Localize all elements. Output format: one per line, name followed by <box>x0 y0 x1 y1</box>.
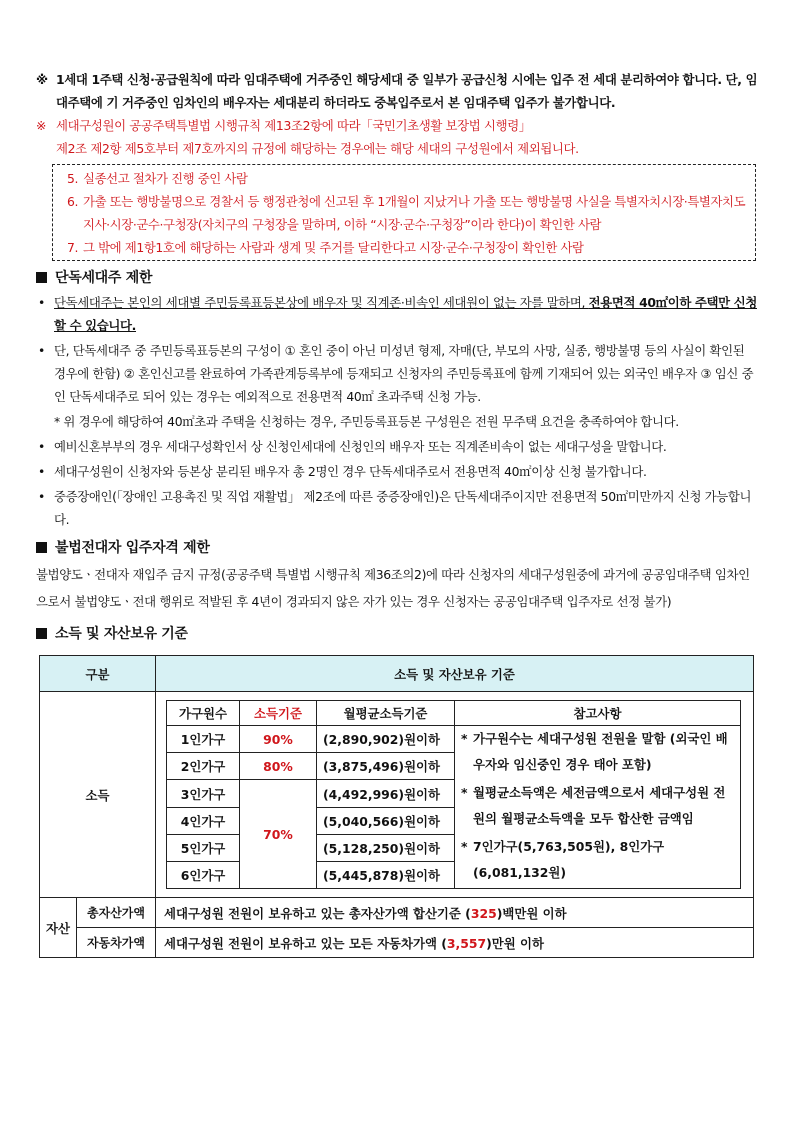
bullet-dot-icon: • <box>38 489 45 504</box>
bullet-dot-icon: • <box>38 464 45 479</box>
column-header: 구분 <box>40 656 156 692</box>
column-header: 소득 및 자산보유 기준 <box>156 656 754 692</box>
list-item <box>67 236 755 259</box>
total-asset-criteria <box>156 898 754 928</box>
bullet-dot-icon: • <box>38 343 45 358</box>
criteria-text: 세대구성원 전원이 보유하고 있는 모든 자동차가액 ( <box>164 935 447 951</box>
asterisk-icon: * <box>461 839 468 854</box>
criteria-text: )만원 이하 <box>486 935 544 951</box>
criteria-value: 325 <box>470 905 497 921</box>
reference-notes <box>455 726 741 889</box>
page <box>36 68 758 958</box>
item-number: 7. <box>67 240 79 255</box>
bullet-text: 단, 단독세대주 중 주민등록표등본의 구성이 ① 혼인 중이 아닌 미성년 형제, 자매(단, 부모의 사망, 실종, 행방불명 등의 사실이 확인된 경우에 한함) ② 혼인신고를 완료하여 가족관계등록부에 등재되고 신청자의 주민등록표에 함께 기재되어 있는 외국인 배우자 ③ 임신 중인 단독세대주로 되어 있는 경우는 예외적으로 전용면적 40㎡ 초과주택 신청 가능. <box>54 343 754 404</box>
note-text: 1세대 1주택 신청·공급원칙에 따라 임대주택에 거주중인 해당세대 중 일부가 공급신청 시에는 입주 전 세대 분리하여야 합니다. 단, 임대주택에 기 거주중인 임차인의 배우자는 세대분리 하더라도 중복입주로서 본 임대주택 입주가 불가합니다. <box>56 72 758 110</box>
illegal-sublet-paragraph: 불법양도ㆍ전대자 재입주 금지 규정(공공주택 특별법 시행규칙 제36조의2)에 따라 신청자의 세대구성원중에 과거에 공공임대주택 임차인으로서 불법양도ㆍ전대 행위로 적발된 후 4년이 경과되지 않은 자가 있는 경우 신청자는 공공임대주택 입주자로 선정 불가) <box>36 567 750 609</box>
reference-note <box>461 834 734 886</box>
square-bullet-icon <box>36 272 47 283</box>
item-text: 실종선고 절차가 진행 중인 사람 <box>83 171 248 186</box>
income-percent: 70% <box>240 780 317 889</box>
note-household-separation <box>36 68 758 114</box>
income-amount: (2,890,902)원이하 <box>317 726 455 753</box>
income-asset-table <box>39 655 754 958</box>
reference-note <box>461 780 734 832</box>
criteria-text: )백만원 이하 <box>496 905 567 921</box>
bullet-subnote: * 위 경우에 해당하여 40㎡초과 주택을 신청하는 경우, 주민등록표등본 구성원은 전원 무주택 요건을 충족하여야 합니다. <box>54 414 679 429</box>
bullet-bold-text: 전용면적 40㎡이하 주택만 신청할 수 있습니다. <box>54 295 757 333</box>
item-text: 가출 또는 행방불명으로 경찰서 등 행정관청에 신고된 후 1개월이 지났거나 가출 또는 행방불명 사실을 특별자치시장·특별자치도지사·시장·군수·구청장(자치구의 구청장을 말하며, 이하 “시장·군수·구청장”이라 한다)이 확인한 사람 <box>83 194 746 232</box>
household-size: 2인가구 <box>167 753 240 780</box>
square-bullet-icon <box>36 542 47 553</box>
excluded-cases-box <box>52 164 756 261</box>
bullet-item <box>36 460 758 483</box>
household-size: 3인가구 <box>167 780 240 808</box>
row-label-income: 소득 <box>40 692 156 898</box>
square-bullet-icon <box>36 628 47 639</box>
bullet-item <box>36 291 758 337</box>
row-label-car-value: 자동차가액 <box>77 928 156 958</box>
inner-header: 참고사항 <box>455 701 741 726</box>
household-size: 4인가구 <box>167 808 240 835</box>
income-percent: 80% <box>240 753 317 780</box>
bullet-item <box>36 485 758 531</box>
inner-header: 가구원수 <box>167 701 240 726</box>
list-item <box>67 167 755 190</box>
list-item <box>67 190 755 236</box>
bullet-item <box>36 435 758 458</box>
reference-note <box>461 726 734 778</box>
household-size: 1인가구 <box>167 726 240 753</box>
note-line: 세대구성원이 공공주택특별법 시행규칙 제13조2항에 따라「국민기초생활 보장법 시행령」 <box>56 118 531 133</box>
table-row <box>167 726 741 753</box>
bullet-item <box>36 339 758 408</box>
note-excluded-members <box>36 114 758 160</box>
bullet-text: 예비신혼부부의 경우 세대구성확인서 상 신청인세대에 신청인의 배우자 또는 직계존비속이 없는 세대구성을 말합니다. <box>54 439 667 454</box>
item-text: 그 밖에 제1항1호에 해당하는 사람과 생계 및 주거를 달리한다고 시장·군수·구청장이 확인한 사람 <box>83 240 584 255</box>
income-amount: (5,128,250)원이하 <box>317 835 455 862</box>
section-heading-income <box>36 623 758 643</box>
heading-text: 단독세대주 제한 <box>55 270 153 286</box>
income-amount: (4,492,996)원이하 <box>317 780 455 808</box>
asterisk-icon: * <box>461 731 468 746</box>
inner-header: 월평균소득기준 <box>317 701 455 726</box>
bullet-text: 단독세대주는 본인의 세대별 주민등록표등본상에 배우자 및 직계존·비속인 세대원이 없는 자를 말하며, <box>54 295 589 310</box>
bullet-text: 세대구성원이 신청자와 등본상 분리된 배우자 총 2명인 경우 단독세대주로서 전용면적 40㎡이상 신청 불가합니다. <box>54 464 647 479</box>
reference-text: 월평균소득액은 세전금액으로서 세대구성원 전원의 월평균소득액을 모두 합산한 금액임 <box>473 785 726 826</box>
item-number: 5. <box>67 171 79 186</box>
row-label-total-asset: 총자산가액 <box>77 898 156 928</box>
note-line: 제2조 제2항 제5호부터 제7호까지의 규정에 해당하는 경우에는 해당 세대의 구성원에서 제외됩니다. <box>56 141 579 156</box>
heading-text: 소득 및 자산보유 기준 <box>55 626 188 642</box>
income-table <box>166 700 741 889</box>
note-mark: ※ <box>36 118 47 133</box>
inner-header: 소득기준 <box>240 701 317 726</box>
criteria-value: 3,557 <box>446 935 487 951</box>
bullet-text: 중증장애인(「장애인 고용촉진 및 직업 재활법」 제2조에 따른 중증장애인)은 단독세대주이지만 전용면적 50㎡미만까지 신청 가능합니다. <box>54 489 752 527</box>
income-cell <box>156 692 754 898</box>
income-percent: 90% <box>240 726 317 753</box>
income-amount: (3,875,496)원이하 <box>317 753 455 780</box>
household-size: 5인가구 <box>167 835 240 862</box>
row-label-asset: 자산 <box>40 898 77 958</box>
reference-text: 7인가구(5,763,505원), 8인가구(6,081,132원) <box>473 839 665 880</box>
section-heading-single <box>36 267 758 287</box>
household-size: 6인가구 <box>167 862 240 889</box>
criteria-text: 세대구성원 전원이 보유하고 있는 총자산가액 합산기준 ( <box>164 905 471 921</box>
note-mark: ※ <box>36 72 48 87</box>
reference-text: 가구원수는 세대구성원 전원을 말함 (외국인 배우자와 임신중인 경우 태아 포함) <box>473 731 728 772</box>
section-heading-illegal <box>36 537 758 557</box>
bullet-dot-icon: • <box>38 295 45 310</box>
item-number: 6. <box>67 194 79 209</box>
income-amount: (5,040,566)원이하 <box>317 808 455 835</box>
income-amount: (5,445,878)원이하 <box>317 862 455 889</box>
bullet-dot-icon: • <box>38 439 45 454</box>
heading-text: 불법전대자 입주자격 제한 <box>55 540 210 556</box>
asterisk-icon: * <box>461 785 468 800</box>
car-value-criteria <box>156 928 754 958</box>
